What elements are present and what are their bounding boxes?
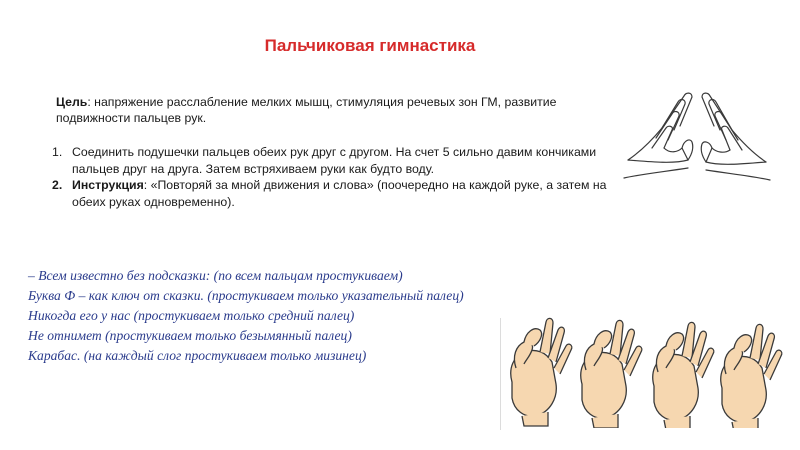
hand-gesture: [511, 318, 572, 426]
hands-fingertips-illustration: [622, 82, 772, 192]
hand-gesture: [653, 322, 714, 428]
page-title: Пальчиковая гимнастика: [264, 36, 476, 55]
steps-list: [52, 144, 620, 210]
goal-text: : напряжение расслабление мелких мышц, стимуляция речевых зон ГМ, развитие подвижности пальцев рук.: [56, 95, 557, 125]
rhyme-line: – Всем известно без подсказки: (по всем пальцам простукиваем): [28, 268, 403, 283]
step-label: Инструкция: [72, 178, 144, 192]
step-text: : «Повторяй за мной движения и слова» (поочередно на каждой руке, а затем на обеих руках одновременно).: [72, 178, 607, 209]
goal-paragraph: [56, 94, 618, 126]
step-number: 2.: [52, 178, 63, 192]
rhyme-line: Никогда его у нас (простукиваем только средний палец): [28, 308, 355, 323]
rhyme-line: Карабас. (на каждый слог простукиваем только мизинец): [28, 348, 367, 363]
rhyme-line: Не отнимет (простукиваем только безымянный палец): [28, 328, 352, 343]
finger-ring-gestures-illustration: [498, 312, 788, 428]
step-number: 1.: [52, 145, 63, 159]
hand-gesture: [721, 324, 782, 428]
step-item: [52, 177, 620, 210]
goal-label: Цель: [56, 95, 88, 109]
step-text: Соединить подушечки пальцев обеих рук друг с другом. На счет 5 сильно давим кончиками пальцев друг на друга. Затем встряхиваем руки как будто воду.: [72, 145, 597, 176]
rhyme-line: Буква Ф – как ключ от сказки. (простукиваем только указательный палец): [28, 288, 464, 303]
hand-gesture: [581, 320, 642, 428]
step-item: [52, 144, 620, 177]
